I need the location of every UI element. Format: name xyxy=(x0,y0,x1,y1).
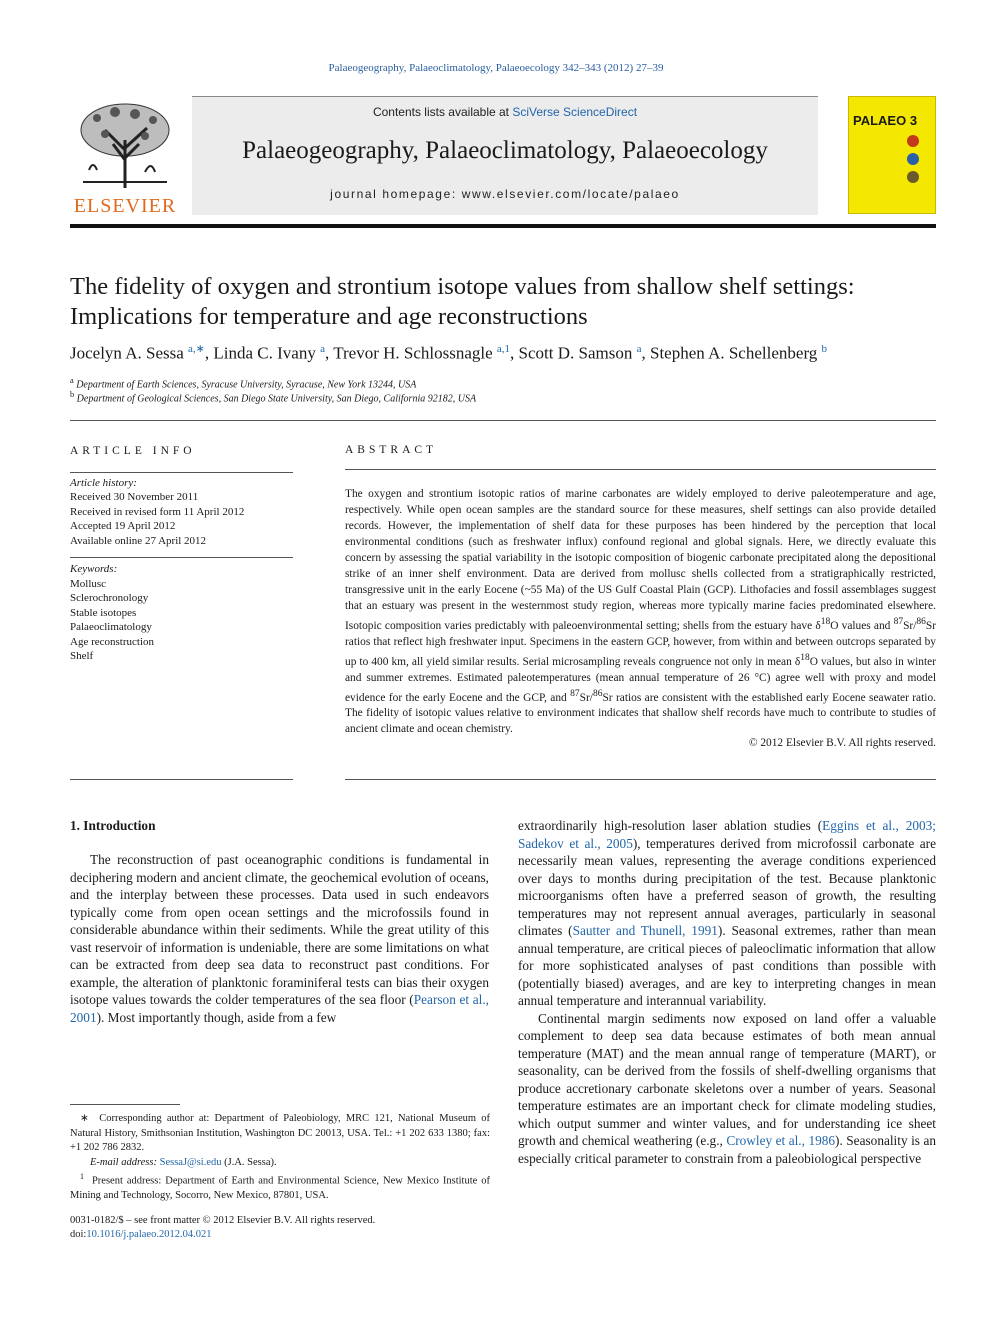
citation-link[interactable]: Crowley et al., 1986 xyxy=(726,1133,836,1148)
footnote-corresponding xyxy=(70,1112,490,1156)
info-bottom-rule xyxy=(70,779,293,780)
paragraph-text: Continental margin sediments now exposed on land offer a valuable complement to deep sea data because estimates of both mean annual temperature (MAT) and the mean annual range of temperature (MART), or seasonality, can be derived from the fossils of shelf-dwelling organisms that produce accretionary carbonate skeletons over a number of years. Seasonal temperature estimates are an important check for climate modeling studies, which output summer and winter values, and for understanding ice sheet growth and chemical weathering (e.g., xyxy=(518,1010,936,1148)
author-name[interactable]: Scott D. Samson xyxy=(518,343,633,363)
affiliation xyxy=(70,376,936,390)
abstract-copyright: © 2012 Elsevier B.V. All rights reserved. xyxy=(748,737,936,750)
paragraph-text: The reconstruction of past oceanographic conditions is fundamental in deciphering modern and ancient climate, the geochemical evolution of oceans, and the interplay between these processes. Data used in such endeavors typically come from open ocean settings and the microfossils found in considerable abundance within their sediments. While the great utility of this vast reservoir of information is undeniable, there are some limitations on what can be extracted from deep sea data to reconstruct past conditions. For example, the alteration of planktonic foraminiferal tests can bias their oxygen isotope values towards the colder temperatures of the sea floor ( xyxy=(70,852,489,1007)
title-line: Implications for temperature and age reconstructions xyxy=(70,303,588,330)
footnote-email xyxy=(70,1156,490,1171)
elsevier-wordmark: ELSEVIER xyxy=(73,195,177,217)
author-name[interactable]: Trevor H. Schlossnagle xyxy=(333,343,493,363)
paragraph-text: ). Seasonality is an especially critical parameter to constrain from a paleobiological perspective xyxy=(518,1133,936,1166)
author-list: Jocelyn A. Sessa $^{a,∗}$, Linda C. Ivany $^a$, Trevor H. Schlossnagle $^{a,1}$, Scott D. Samson $^a$, Stephen A. Schellenberg $^b$ xyxy=(70,343,828,363)
doi-label: doi: xyxy=(70,1229,87,1240)
history-item: Received 30 November 2011 xyxy=(70,491,199,503)
cover-number: 3 xyxy=(909,113,918,128)
isotope-sup: 18 xyxy=(800,652,810,663)
elsevier-logo xyxy=(70,100,180,218)
affiliation-rule xyxy=(70,420,936,421)
article-title xyxy=(70,272,936,332)
homepage-line xyxy=(192,187,818,201)
keyword: Stable isotopes xyxy=(70,606,137,619)
keyword: Mollusc xyxy=(70,577,107,590)
info-rule xyxy=(70,557,293,558)
cover-globe-icon xyxy=(907,153,919,165)
citation-link[interactable]: Eggins et al., 2003; Sadekov et al., 2005 xyxy=(518,818,936,851)
isotope-sup: 86 xyxy=(916,617,926,627)
email-suffix: (J.A. Sessa). xyxy=(221,1157,277,1168)
cover-fossil-icon xyxy=(907,171,919,183)
journal-title: Palaeogeography, Palaeoclimatology, Palaeoecology xyxy=(242,137,768,164)
footnote-present-address xyxy=(70,1170,490,1204)
paragraph-text: ). Most importantly though, aside from a few xyxy=(96,1009,337,1025)
history-label: Article history: xyxy=(70,476,137,489)
affiliation-text: Department of Geological Sciences, San Diego State University, San Diego, California 92182, USA xyxy=(76,393,477,405)
abstract-text: O values and xyxy=(830,619,894,632)
history-item: Received in revised form 11 April 2012 xyxy=(70,505,245,518)
journal-citation-link[interactable]: Palaeogeography, Palaeoclimatology, Palaeoecology 342–343 (2012) 27–39 xyxy=(328,62,664,74)
sciencedirect-link[interactable]: SciVerse ScienceDirect xyxy=(512,105,638,119)
isotope-sup: 87 xyxy=(893,617,904,627)
author-affiliation-mark[interactable]: a,1 xyxy=(496,343,511,355)
keyword: Age reconstruction xyxy=(70,635,154,648)
header-rule xyxy=(70,224,936,228)
author-name[interactable]: Jocelyn A. Sessa xyxy=(70,343,184,363)
contents-prefix: Contents lists available at xyxy=(372,105,513,119)
email-link[interactable]: SessaJ@si.edu xyxy=(159,1157,222,1168)
author-name[interactable]: Linda C. Ivany xyxy=(213,343,316,363)
paragraph-text: ). Seasonal extremes, rather than mean annual temperature, are critical pieces of paleoclimatic information that allow for more sophisticated analyses of past conditions than possible with (potentially biased) averages, and are key to interpreting changes in mean annual temperature and interannual variability. xyxy=(518,923,937,1008)
abstract-text: Sr/ xyxy=(579,691,593,704)
article-info-heading: ARTICLE INFO xyxy=(70,445,196,457)
abstract-bottom-rule xyxy=(345,779,936,780)
paragraph-text: ), temperatures derived from microfossil carbonate are necessarily mean values, representing the average conditions experienced over days to months during precipitation of the test. Because planktonic microorganisms often have a preferred season of growth, the resulting temperatures may not represent annual averages, particularly in seasonal climates ( xyxy=(518,835,936,938)
paragraph xyxy=(518,1010,936,1168)
footnote-mark: 1 xyxy=(80,1172,84,1181)
paragraph-text: extraordinarily high-resolution laser ablation studies ( xyxy=(518,818,823,833)
left-column xyxy=(70,851,489,1026)
right-column xyxy=(518,817,936,1167)
article-info xyxy=(70,444,293,664)
abstract-rule xyxy=(345,469,936,470)
elsevier-tree-icon xyxy=(75,100,175,188)
journal-cover xyxy=(848,96,936,214)
history-item: Available online 27 April 2012 xyxy=(70,534,207,547)
citation-link[interactable]: Pearson et al., 2001 xyxy=(70,992,489,1025)
journal-banner xyxy=(192,96,818,215)
abstract-text: Sr ratios that reflect high freshwater input. Specimens in the eastern GCP, however, from within and between outcrops separated by up to 400 km, all yield similar results. Serial microsampling reveals congruence not only in mean δ xyxy=(345,619,936,668)
abstract-text: The oxygen and strontium isotopic ratios of marine carbonates are widely employed to derive paleotemperature and age, respectively. While open ocean samples are the standard source for these measures, shelf settings can also provide detailed records. However, the implementation of shelf data for these purposes has been hindered by the perception that local environmental conditions (such as freshwater influx) confound regional and global signals. Here, we directly evaluate this concern by assessing the spatial variability in the isotopic composition of biogenic carbonate precipitated along the depositional strike of an inner shelf environment. Data are derived from mollusc shells collected from a stratigraphically restricted, transgressive unit in the early Eocene (~55 Ma) of the US Gulf Coastal Plain (GCP). Lithofacies and fossil assemblages suggest that an estuary was present in the westernmost study region, whereas more typically marine facies predominated elsewhere. Isotopic composition varies predictably with paleoenvironmental setting; shells from the estuary have δ xyxy=(345,488,936,632)
abstract-text: O values, but also in winter and summer extremes. Estimated paleotemperatures (mean annual temperature of 26 °C) agree well with proxy and model evidence for the early Eocene and the GCP, and xyxy=(345,655,936,704)
paragraph xyxy=(70,851,489,1026)
isotope-sup: 86 xyxy=(592,688,603,699)
author-name[interactable]: Stephen A. Schellenberg xyxy=(650,343,818,363)
paragraph xyxy=(518,817,936,1010)
title-line: The fidelity of oxygen and strontium isotope values from shallow shelf settings: xyxy=(70,273,855,300)
keyword: Sclerochronology xyxy=(70,592,149,604)
email-label: E-mail address: xyxy=(90,1157,157,1168)
keyword: Shelf xyxy=(70,650,94,662)
author-affiliation-mark[interactable]: a xyxy=(320,343,325,355)
issn-line: 0031-0182/$ – see front matter © 2012 Elsevier B.V. All rights reserved. xyxy=(70,1215,376,1226)
abstract-heading: ABSTRACT xyxy=(345,444,438,456)
homepage-url[interactable]: www.elsevier.com/locate/palaeo xyxy=(461,187,680,201)
footnote-mark: ∗ xyxy=(80,1113,89,1124)
affiliation-mark: a xyxy=(70,376,74,385)
footnote-text: Corresponding author at: Department of Paleobiology, MRC 121, National Museum of Natural History, Smithsonian Institution, Washington DC 20013, USA. Tel.: +1 202 633 1380; fax: +1 202 786 2832. xyxy=(70,1113,491,1153)
affiliation xyxy=(70,390,936,404)
doi-link[interactable]: 10.1016/j.palaeo.2012.04.021 xyxy=(86,1229,212,1240)
author-affiliation-mark[interactable]: a xyxy=(636,343,642,355)
footnote-text: Present address: Department of Earth and Environmental Science, New Mexico Institute of Mining and Technology, Socorro, New Mexico, 87801, USA. xyxy=(70,1175,491,1201)
homepage-prefix: journal homepage: xyxy=(330,187,462,201)
doi-line xyxy=(70,1228,490,1243)
cover-title xyxy=(853,113,935,128)
footnote-rule xyxy=(70,1104,180,1105)
abstract-text: Sr ratios are consistent with the established early Eocene seawater ratio. The fidelity of isotopic values relative to environment indicates that shallow shelf records have much to contribute to studies of ancient climate and ocean chemistry. xyxy=(345,691,936,736)
isotope-sup: 18 xyxy=(820,617,831,627)
author-affiliation-mark[interactable]: a,∗ xyxy=(188,343,205,355)
isotope-sup: 87 xyxy=(570,688,580,699)
contents-line xyxy=(192,105,818,119)
keywords-label: Keywords: xyxy=(70,563,118,575)
keyword: Palaeoclimatology xyxy=(70,621,152,633)
affiliation-text: Department of Earth Sciences, Syracuse University, Syracuse, New York 13244, USA xyxy=(76,379,417,391)
info-rule xyxy=(70,472,293,473)
abstract-text: Sr/ xyxy=(903,619,917,632)
abstract xyxy=(345,444,936,749)
abstract-body xyxy=(345,486,936,737)
author-affiliation-mark[interactable]: b xyxy=(821,343,828,355)
citation-link[interactable]: Sautter and Thunell, 1991 xyxy=(572,923,718,938)
affiliation-mark: b xyxy=(70,390,75,399)
history-item: Accepted 19 April 2012 xyxy=(70,520,176,532)
section-heading: 1. Introduction xyxy=(70,818,156,833)
cover-title-text: PALAEO xyxy=(853,113,907,128)
cover-globe-icon xyxy=(907,135,919,147)
